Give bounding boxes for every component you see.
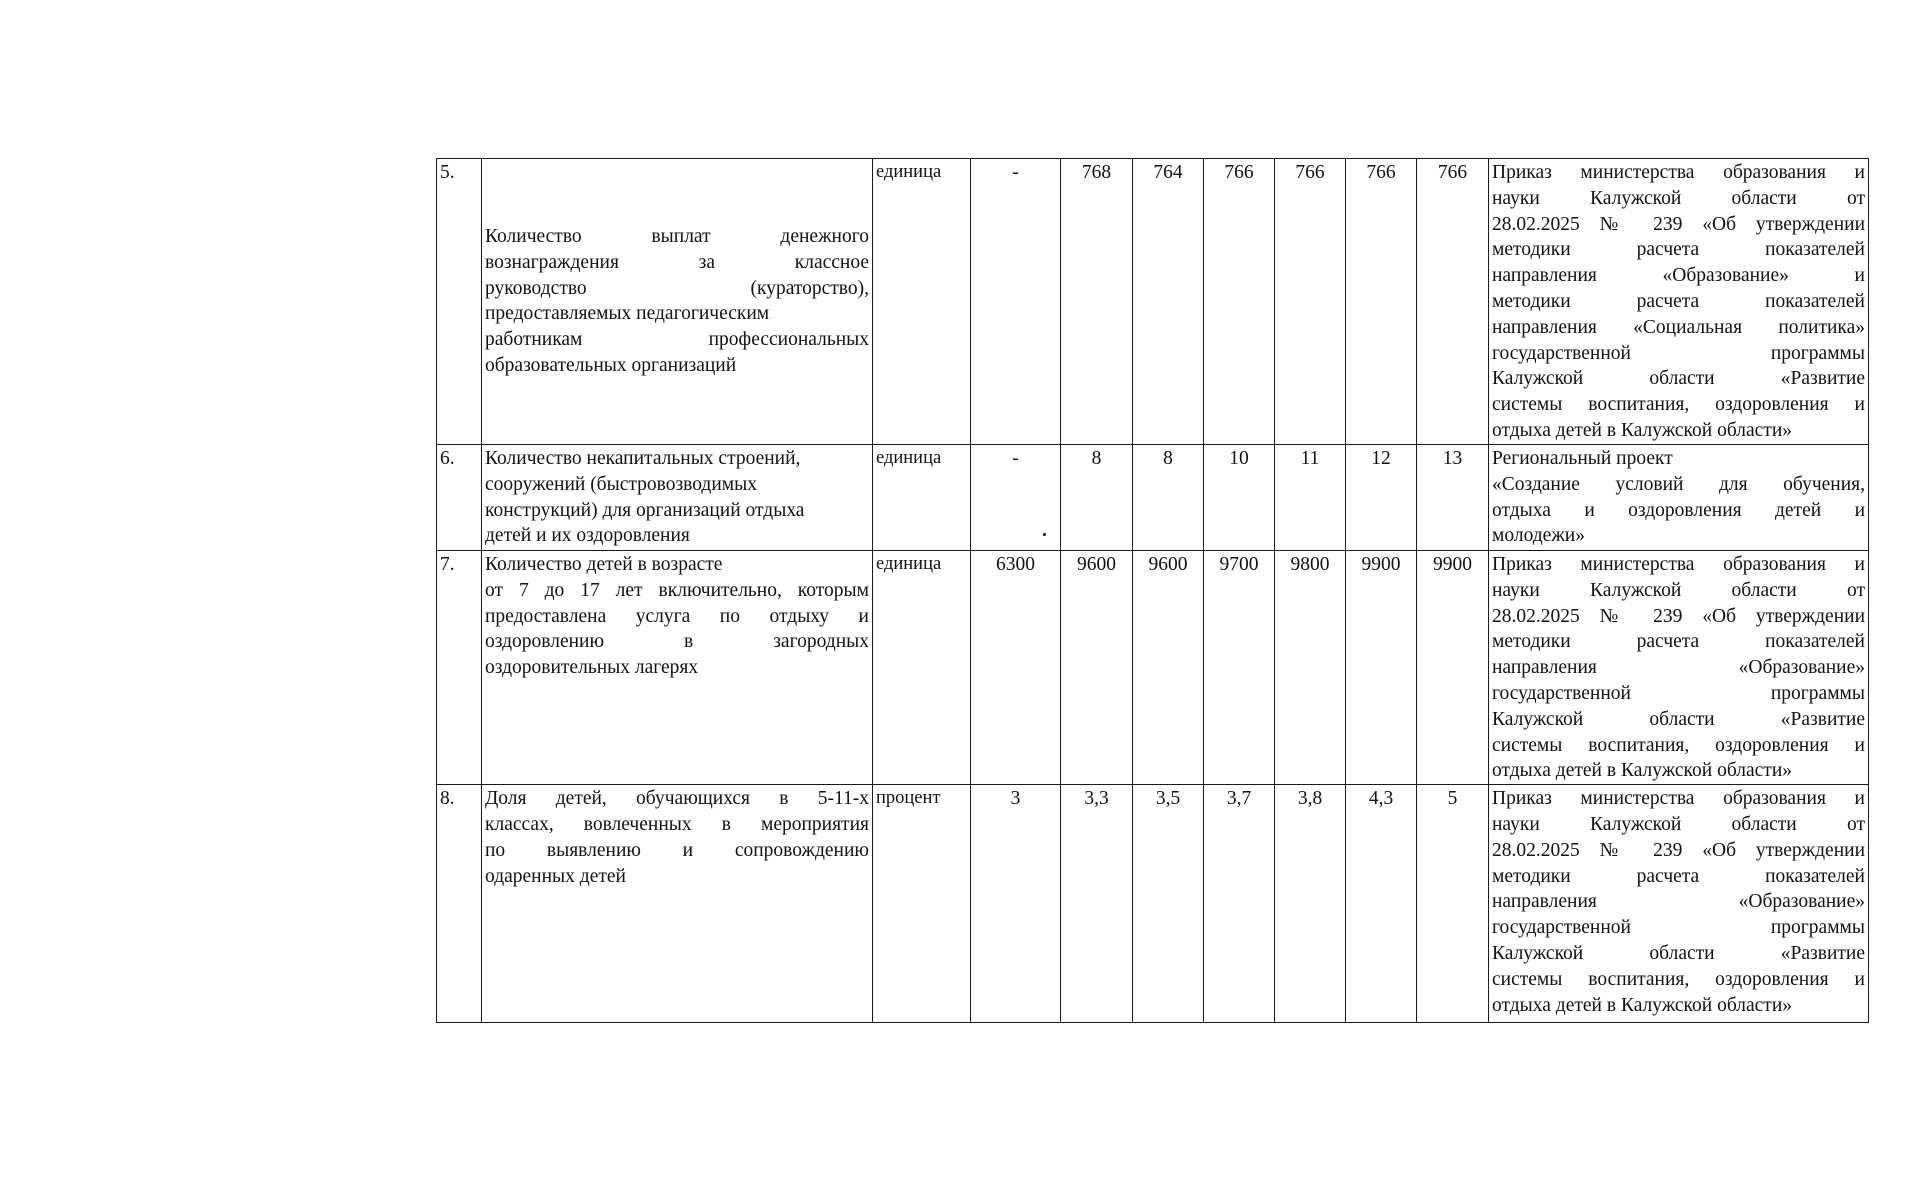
value-cell: 9600 — [1061, 551, 1133, 785]
scan-speck — [1043, 533, 1046, 536]
basis-line: Приказ министерства образования и — [1492, 554, 1865, 575]
basis-line: «Создание условий для обучения, — [1492, 473, 1865, 495]
unit-cell: процент — [873, 785, 971, 1023]
basis-line: системы воспитания, оздоровления и — [1492, 734, 1865, 756]
name-line: одаренных детей — [485, 865, 626, 887]
unit-cell: единица — [873, 159, 971, 445]
basis-cell — [1489, 445, 1869, 551]
value-cell: 766 — [1346, 159, 1417, 445]
basis-line: отдыха детей в Калужской области» — [1492, 760, 1793, 782]
basis-line: Калужской области «Развитие — [1492, 942, 1865, 964]
value-cell: 768 — [1061, 159, 1133, 445]
basis-cell — [1489, 159, 1869, 445]
indicator-name — [482, 445, 873, 551]
value-cell: 766 — [1417, 159, 1489, 445]
basis-line: направления «Образование» — [1492, 891, 1865, 913]
basis-line: отдыха детей в Калужской области» — [1492, 994, 1793, 1016]
name-line: Количество выплат денежного — [485, 226, 869, 247]
name-line: Количество детей в возрасте — [485, 554, 723, 575]
value-cell: - — [971, 159, 1061, 445]
table-row — [437, 785, 1869, 1023]
basis-cell — [1489, 551, 1869, 785]
name-line: оздоровлению в загородных — [485, 631, 869, 653]
row-number: 8. — [437, 785, 482, 1023]
basis-line: системы воспитания, оздоровления и — [1492, 968, 1865, 990]
name-line: классах, вовлеченных в мероприятия — [485, 813, 869, 835]
name-line: оздоровительных лагерях — [485, 657, 699, 679]
basis-line: молодежи» — [1492, 525, 1585, 547]
basis-line: Региональный проект — [1492, 448, 1673, 469]
value-cell: 9800 — [1275, 551, 1346, 785]
value-cell: 3,8 — [1275, 785, 1346, 1023]
basis-line: Калужской области «Развитие — [1492, 708, 1865, 730]
name-line: руководство (кураторство), — [485, 277, 869, 299]
value-cell: 3,3 — [1061, 785, 1133, 1023]
indicator-name — [482, 159, 873, 445]
value-cell: 9900 — [1417, 551, 1489, 785]
table-row — [437, 551, 1869, 785]
basis-line: методики расчета показателей — [1492, 239, 1865, 261]
name-line: вознаграждения за классное — [485, 251, 869, 273]
basis-line: системы воспитания, оздоровления и — [1492, 394, 1865, 416]
indicators-table — [436, 158, 1869, 1023]
basis-line: отдыха и оздоровления детей и — [1492, 499, 1865, 521]
value-cell: 9700 — [1204, 551, 1275, 785]
name-line: сооружений (быстровозводимых — [485, 473, 757, 495]
value-cell: 766 — [1204, 159, 1275, 445]
table-row — [437, 159, 1869, 445]
value-cell: 8 — [1061, 445, 1133, 551]
basis-line: методики расчета показателей — [1492, 290, 1865, 312]
name-line: предоставляемых педагогическим — [485, 303, 770, 325]
basis-line: Калужской области «Развитие — [1492, 368, 1865, 390]
row-number: 6. — [437, 445, 482, 551]
table-row — [437, 445, 1869, 551]
value-cell: 5 — [1417, 785, 1489, 1023]
name-line: от 7 до 17 лет включительно, которым — [485, 579, 869, 601]
name-line: Доля детей, обучающихся в 5-11-х — [485, 788, 869, 810]
basis-line: направления «Образование» и — [1492, 265, 1865, 287]
value-cell: 6300 — [971, 551, 1061, 785]
basis-line: науки Калужской области от — [1492, 579, 1865, 601]
value-cell: 766 — [1275, 159, 1346, 445]
value-cell: 764 — [1133, 159, 1204, 445]
basis-line: направления «Социальная политика» — [1492, 316, 1865, 338]
value-cell: 3,7 — [1204, 785, 1275, 1023]
value-cell: 11 — [1275, 445, 1346, 551]
value-cell: 9900 — [1346, 551, 1417, 785]
name-line: образовательных организаций — [485, 354, 737, 376]
basis-line: Приказ министерства образования и — [1492, 788, 1865, 810]
basis-line: 28.02.2025 № 239 «Об утверждении — [1492, 839, 1865, 861]
value-cell: 12 — [1346, 445, 1417, 551]
basis-line: государственной программы — [1492, 682, 1865, 704]
basis-line: государственной программы — [1492, 342, 1865, 364]
row-number: 5. — [437, 159, 482, 445]
basis-line: Приказ министерства образования и — [1492, 162, 1865, 183]
value-cell: 13 — [1417, 445, 1489, 551]
value-cell: 9600 — [1133, 551, 1204, 785]
basis-line: науки Калужской области от — [1492, 813, 1865, 835]
basis-line: методики расчета показателей — [1492, 865, 1865, 887]
value-cell: 8 — [1133, 445, 1204, 551]
basis-line: науки Калужской области от — [1492, 187, 1865, 209]
basis-line: методики расчета показателей — [1492, 631, 1865, 653]
indicator-name — [482, 551, 873, 785]
name-line: по выявлению и сопровождению — [485, 839, 869, 861]
name-line: работникам профессиональных — [485, 329, 869, 351]
name-line: конструкций) для организаций отдыха — [485, 499, 805, 521]
indicator-name — [482, 785, 873, 1023]
value-cell: 10 — [1204, 445, 1275, 551]
basis-cell — [1489, 785, 1869, 1023]
basis-line: направления «Образование» — [1492, 657, 1865, 679]
name-line: Количество некапитальных строений, — [485, 448, 801, 469]
basis-line: государственной программы — [1492, 917, 1865, 939]
value-cell: 4,3 — [1346, 785, 1417, 1023]
value-cell: 3 — [971, 785, 1061, 1023]
name-line: детей и их оздоровления — [485, 525, 690, 547]
name-line: предоставлена услуга по отдыху и — [485, 605, 869, 627]
unit-cell: единица — [873, 445, 971, 551]
value-cell: 3,5 — [1133, 785, 1204, 1023]
value-cell: - — [971, 445, 1061, 551]
basis-line: отдыха детей в Калужской области» — [1492, 419, 1793, 441]
row-number: 7. — [437, 551, 482, 785]
basis-line: 28.02.2025 № 239 «Об утверждении — [1492, 213, 1865, 235]
unit-cell: единица — [873, 551, 971, 785]
basis-line: 28.02.2025 № 239 «Об утверждении — [1492, 605, 1865, 627]
